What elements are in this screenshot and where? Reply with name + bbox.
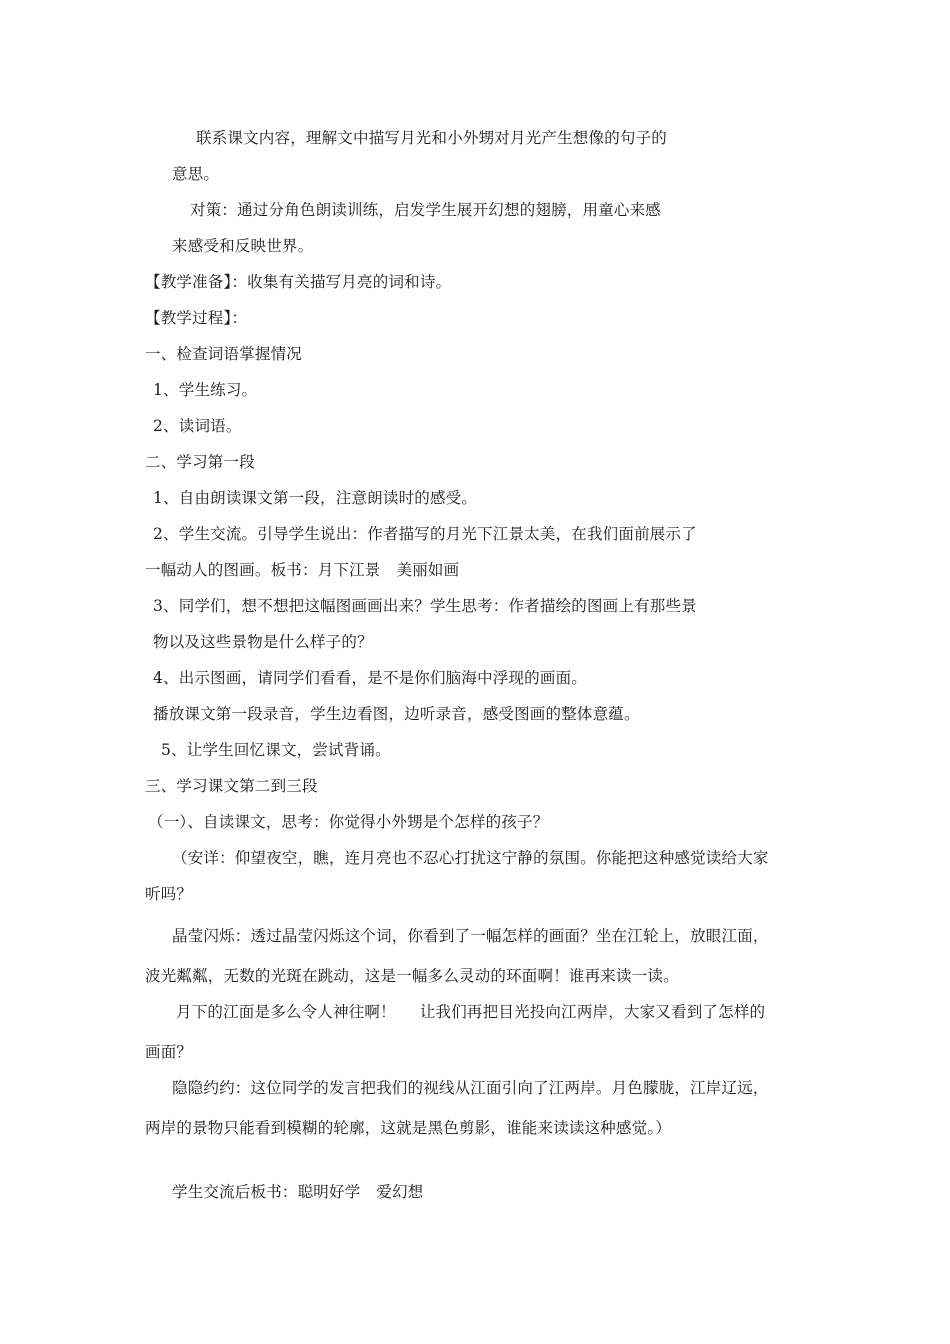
section-heading: 二、学习第一段 <box>145 453 255 471</box>
list-item: 3、同学们，想不想把这幅图画画出来？学生思考：作者描绘的图画上有那些景 <box>153 597 697 615</box>
section-heading: 【教学准备】：收集有关描写月亮的词和诗。 <box>145 273 452 291</box>
paragraph-line: 隐隐约约：这位同学的发言把我们的视线从江面引向了江两岸。月色朦胧，江岸辽远， <box>172 1079 769 1097</box>
paragraph-line: 波光粼粼，无数的光斑在跳动，这是一幅多么灵动的环面啊！谁再来读一读。 <box>145 967 679 985</box>
section-heading: 一、检查词语掌握情况 <box>145 345 303 363</box>
section-heading: 【教学过程】： <box>145 309 248 327</box>
board-text: 美丽如画 <box>396 561 460 579</box>
list-item: 4、出示图画，请同学们看看，是不是你们脑海中浮现的画面。 <box>153 669 587 687</box>
paragraph-line: 对策：通过分角色朗读训练，启发学生展开幻想的翅膀，用童心来感 <box>190 201 662 219</box>
paragraph-line: 听吗？ <box>145 885 193 903</box>
board-text: 一幅动人的图画。板书：月下江景 <box>145 561 381 579</box>
section-heading: 三、学习课文第二到三段 <box>145 777 318 795</box>
paragraph-line: 联系课文内容，理解文中描写月光和小外甥对月光产生想像的句子的 <box>196 129 668 147</box>
list-item: 1、学生练习。 <box>153 381 258 399</box>
paragraph-line: 两岸的景物只能看到模糊的轮廓，这就是黑色剪影，谁能来读读这种感觉。） <box>145 1119 672 1137</box>
paragraph-line: 画面？ <box>145 1043 193 1061</box>
board-text: 爱幻想 <box>376 1183 424 1201</box>
list-item: 2、学生交流。引导学生说出：作者描写的月光下江景太美，在我们面前展示了 <box>153 525 697 543</box>
paragraph-line: 物以及这些景物是什么样子的？ <box>153 633 373 651</box>
paragraph-line: 意思。 <box>172 165 220 183</box>
board-text: 学生交流后板书：聪明好学 <box>172 1183 361 1201</box>
paragraph-line: 晶莹闪烁：透过晶莹闪烁这个词，你看到了一幅怎样的画面？坐在江轮上，放眼江面， <box>172 927 769 945</box>
paragraph-line: 来感受和反映世界。 <box>172 237 314 255</box>
list-item: 1、自由朗读课文第一段，注意朗读时的感受。 <box>153 489 478 507</box>
sentence-text: 月下的江面是多么令人神往啊！ <box>176 1003 396 1021</box>
paragraph-line: （安详：仰望夜空，瞧，连月亮也不忍心打扰这宁静的氛围。你能把这种感觉读给大家 <box>172 849 769 867</box>
sentence-text: 让我们再把目光投向江两岸，大家又看到了怎样的 <box>419 1003 766 1021</box>
paragraph-line: （一）、自读课文，思考：你觉得小外甥是个怎样的孩子？ <box>148 813 549 831</box>
paragraph-line <box>145 560 459 580</box>
paragraph-line <box>172 1182 424 1202</box>
paragraph-line <box>176 1002 765 1022</box>
list-item: 2、读词语。 <box>153 417 242 435</box>
paragraph-line: 播放课文第一段录音，学生边看图，边听录音，感受图画的整体意蕴。 <box>153 705 640 723</box>
list-item: 5、让学生回忆课文，尝试背诵。 <box>161 741 391 759</box>
